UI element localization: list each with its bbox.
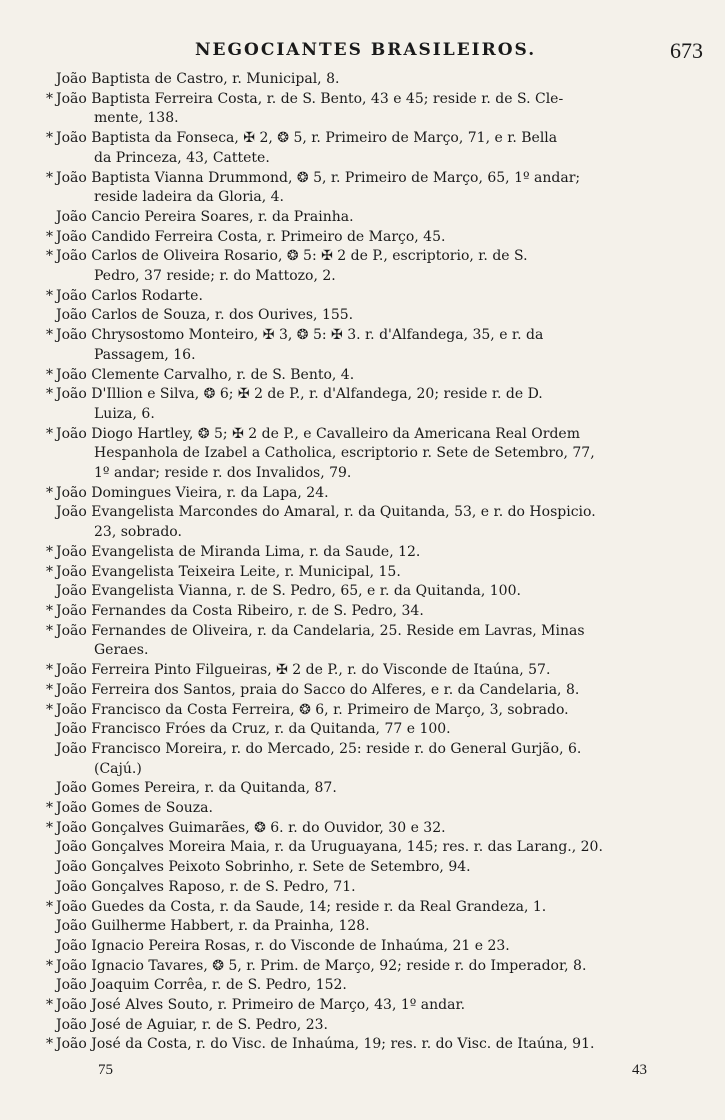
entry-first-line: João Gomes Pereira, r. da Quitanda, 87. (56, 780, 337, 797)
entry-first-line: João Gonçalves Guimarães, ❂ 6. r. do Ouvidor, 30 e 32. (56, 819, 446, 836)
entry-star-mark: * (46, 997, 53, 1014)
entry-first-line: João Francisco Moreira, r. do Mercado, 25: reside r. do General Gurjão, 6. (56, 740, 582, 757)
entry-star-mark: * (46, 366, 53, 383)
directory-entry (48, 484, 698, 504)
directory-entry (48, 169, 698, 208)
directory-entry (48, 681, 698, 701)
directory-entry (48, 306, 698, 326)
entry-first-line: João Ignacio Tavares, ❂ 5, r. Prim. de Março, 92; reside r. do Imperador, 8. (56, 957, 587, 974)
entry-first-line: João Fernandes de Oliveira, r. da Candelaria, 25. Reside em Lavras, Minas (56, 622, 585, 639)
directory-entry (48, 917, 698, 937)
directory-entry (48, 129, 698, 168)
entry-first-line: João Fernandes da Costa Ribeiro, r. de S. Pedro, 34. (56, 602, 424, 619)
entry-first-line: João Guilherme Habbert, r. da Prainha, 128. (56, 918, 370, 935)
entry-first-line: João Joaquim Corrêa, r. de S. Pedro, 152. (56, 977, 347, 994)
directory-entry (48, 385, 698, 424)
entry-first-line: João Ferreira dos Santos, praia do Sacco do Alferes, e r. da Candelaria, 8. (56, 681, 580, 698)
entry-continuation-line: Passagem, 16. (94, 346, 196, 363)
directory-entry (48, 819, 698, 839)
directory-entry (48, 661, 698, 681)
entry-star-mark: * (46, 602, 53, 619)
directory-entry (48, 563, 698, 583)
entry-star-mark: * (46, 327, 53, 344)
entry-star-mark: * (46, 701, 53, 718)
entry-continuation-line: Hespanhola de Izabel a Catholica, escriptorio r. Sete de Setembro, 77, (94, 445, 595, 462)
entry-star-mark: * (46, 563, 53, 580)
entry-first-line: João Evangelista Vianna, r. de S. Pedro, 65, e r. da Quitanda, 100. (56, 583, 521, 600)
entry-first-line: João José de Aguiar, r. de S. Pedro, 23. (56, 1016, 328, 1033)
entry-continuation-line: reside ladeira da Gloria, 4. (94, 189, 284, 206)
directory-entry (48, 957, 698, 977)
entry-first-line: João Carlos Rodarte. (56, 287, 203, 304)
directory-entry (48, 425, 698, 484)
entry-first-line: João Evangelista Marcondes do Amaral, r. da Quitanda, 53, e r. do Hospicio. (56, 504, 596, 521)
entry-star-mark: * (46, 425, 53, 442)
directory-entry (48, 838, 698, 858)
entry-continuation-line: Geraes. (94, 642, 149, 659)
directory-entry (48, 366, 698, 386)
entry-first-line: João Baptista da Fonseca, ✠ 2, ❂ 5, r. Primeiro de Março, 71, e r. Bella (56, 130, 558, 147)
entry-first-line: João Ferreira Pinto Filgueiras, ✠ 2 de P., r. do Visconde de Itaúna, 57. (56, 662, 551, 679)
entry-star-mark: * (46, 287, 53, 304)
entry-star-mark: * (46, 622, 53, 639)
directory-entry (48, 622, 698, 661)
directory-entry (48, 701, 698, 721)
entry-star-mark: * (46, 898, 53, 915)
directory-entry (48, 247, 698, 286)
page-footer (0, 1062, 725, 1086)
entry-continuation-line: 23, sobrado. (94, 524, 182, 541)
entry-first-line: João Gomes de Souza. (56, 800, 213, 817)
entry-first-line: João Francisco da Costa Ferreira, ❂ 6, r. Primeiro de Março, 3, sobrado. (56, 701, 569, 718)
entry-first-line: João Evangelista Teixeira Leite, r. Municipal, 15. (56, 563, 401, 580)
entry-star-mark: * (46, 681, 53, 698)
entry-first-line: João D'Illion e Silva, ❂ 6; ✠ 2 de P., r. d'Alfandega, 20; reside r. de D. (56, 386, 543, 403)
directory-entry (48, 90, 698, 129)
entry-star-mark: * (46, 248, 53, 265)
entry-first-line: João Carlos de Oliveira Rosario, ❂ 5: ✠ 2 de P., escriptorio, r. de S. (56, 248, 528, 265)
entry-first-line: João Francisco Fróes da Cruz, r. da Quitanda, 77 e 100. (56, 721, 451, 738)
page-number: 673 (670, 38, 703, 63)
directory-entry (48, 208, 698, 228)
directory-entry (48, 70, 698, 90)
directory-entry (48, 287, 698, 307)
entry-first-line: João Ignacio Pereira Rosas, r. do Visconde de Inhaúma, 21 e 23. (56, 937, 510, 954)
entry-continuation-line: 1º andar; reside r. dos Invalidos, 79. (94, 465, 352, 482)
directory-entry (48, 996, 698, 1016)
entry-star-mark: * (46, 543, 53, 560)
entry-first-line: João Baptista Vianna Drummond, ❂ 5, r. Primeiro de Março, 65, 1º andar; (56, 169, 581, 186)
directory-entry (48, 720, 698, 740)
entry-first-line: João Evangelista de Miranda Lima, r. da Saude, 12. (56, 543, 421, 560)
entry-star-mark: * (46, 800, 53, 817)
entry-continuation-line: mente, 138. (94, 110, 179, 127)
directory-entry (48, 740, 698, 779)
entry-star-mark: * (46, 662, 53, 679)
entry-first-line: João Chrysostomo Monteiro, ✠ 3, ❂ 5: ✠ 3. r. d'Alfandega, 35, e r. da (56, 327, 544, 344)
entry-first-line: João Baptista de Castro, r. Municipal, 8. (56, 71, 340, 87)
entry-star-mark: * (46, 90, 53, 107)
page-header (0, 38, 725, 68)
directory-entry (48, 228, 698, 248)
directory-entry (48, 858, 698, 878)
entry-star-mark: * (46, 484, 53, 501)
entry-first-line: João Diogo Hartley, ❂ 5; ✠ 2 de P., e Cavalleiro da Americana Real Ordem (56, 425, 580, 442)
entry-first-line: João Baptista Ferreira Costa, r. de S. Bento, 43 e 45; reside r. de S. Cle- (56, 90, 564, 107)
entry-continuation-line: Pedro, 37 reside; r. do Mattozo, 2. (94, 268, 336, 285)
directory-entry (48, 799, 698, 819)
entry-first-line: João Gonçalves Moreira Maia, r. da Uruguayana, 145; res. r. das Larang., 20. (56, 839, 603, 856)
entry-star-mark: * (46, 386, 53, 403)
entry-continuation-line: da Princeza, 43, Cattete. (94, 149, 270, 166)
entry-first-line: João Candido Ferreira Costa, r. Primeiro de Março, 45. (56, 228, 446, 245)
entry-star-mark: * (46, 819, 53, 836)
entry-continuation-line: (Cajú.) (94, 760, 142, 777)
directory-entry (48, 898, 698, 918)
directory-entry (48, 543, 698, 563)
directory-entry (48, 878, 698, 898)
entry-first-line: João Domingues Vieira, r. da Lapa, 24. (56, 484, 329, 501)
entry-first-line: João José Alves Souto, r. Primeiro de Março, 43, 1º andar. (56, 997, 466, 1014)
directory-entry (48, 976, 698, 996)
entry-list (48, 70, 698, 1055)
entry-continuation-line: Luiza, 6. (94, 405, 155, 422)
entry-first-line: João Gonçalves Peixoto Sobrinho, r. Sete de Setembro, 94. (56, 859, 471, 876)
directory-entry (48, 1016, 698, 1036)
entry-first-line: João Clemente Carvalho, r. de S. Bento, 4. (56, 366, 355, 383)
entry-star-mark: * (46, 957, 53, 974)
entry-first-line: João Carlos de Souza, r. dos Ourives, 155. (56, 307, 354, 324)
running-title: NEGOCIANTES BRASILEIROS. (195, 40, 537, 60)
directory-entry (48, 326, 698, 365)
entry-first-line: João Cancio Pereira Soares, r. da Prainha. (56, 208, 354, 225)
directory-entry (48, 937, 698, 957)
signature-mark-right: 43 (632, 1062, 647, 1078)
directory-entry (48, 1035, 698, 1055)
entry-first-line: João Guedes da Costa, r. da Saude, 14; reside r. da Real Grandeza, 1. (56, 898, 547, 915)
entry-first-line: João Gonçalves Raposo, r. de S. Pedro, 71. (56, 878, 356, 895)
signature-mark-left: 75 (98, 1062, 113, 1078)
directory-entry (48, 779, 698, 799)
entry-star-mark: * (46, 228, 53, 245)
entry-star-mark: * (46, 1036, 53, 1053)
directory-entry (48, 503, 698, 542)
entry-star-mark: * (46, 169, 53, 186)
directory-entry (48, 602, 698, 622)
directory-entry (48, 582, 698, 602)
entry-star-mark: * (46, 130, 53, 147)
entry-first-line: João José da Costa, r. do Visc. de Inhaúma, 19; res. r. do Visc. de Itaúna, 91. (56, 1036, 595, 1053)
